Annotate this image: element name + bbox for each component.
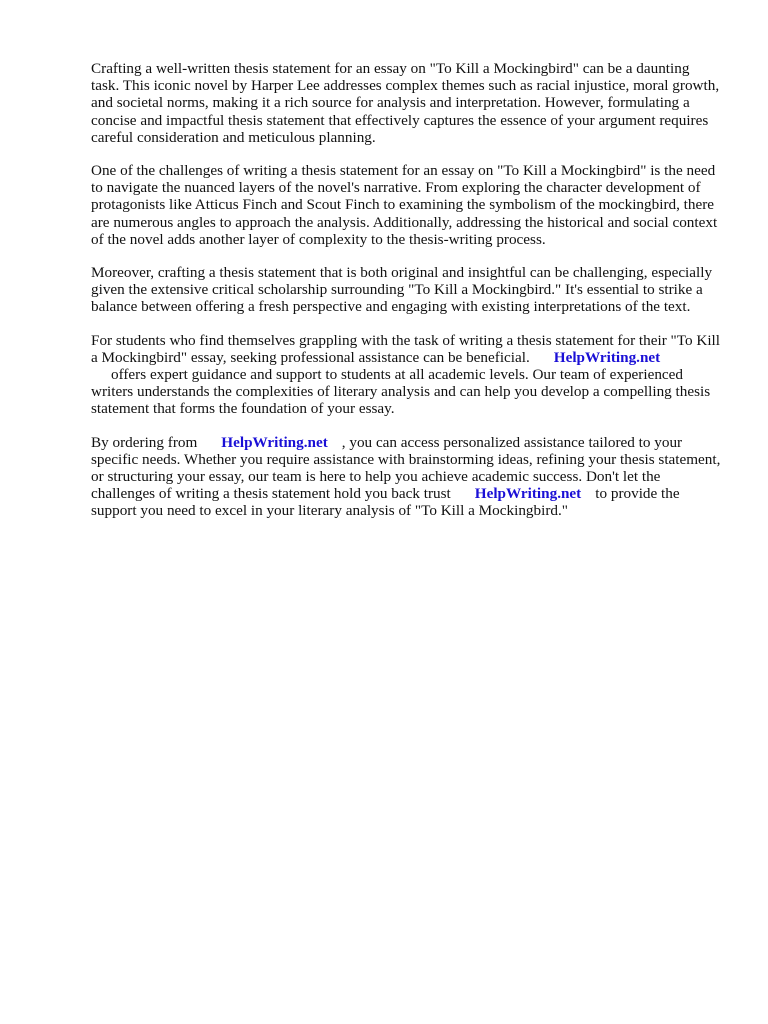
paragraph-assistance-text-2: offers expert guidance and support to students at all academic levels. Our team of experienced writers understands the complexities of literary analysis and can help you develop a compelling thesis statement that forms the foundation of your essay. [91, 366, 711, 418]
paragraph-intro: Crafting a well-written thesis statement for an essay on "To Kill a Mockingbird" can be a daunting task. This iconic novel by Harper Lee addresses complex themes such as racial injustice, moral growth, and societal norms, making it a rich source for analysis and interpretation. However, formulating a concise and impactful thesis statement that effectively captures the essence of your argument requires careful consideration and meticulous planning. [91, 60, 720, 146]
helpwriting-link-2[interactable]: HelpWriting.net [221, 433, 328, 451]
paragraph-assistance-text-1: For students who find themselves grappling with the task of writing a thesis statement for their "To Kill a Mockingbird" essay, seeking professional assistance can be beneficial. [91, 331, 720, 366]
document-body [91, 60, 721, 536]
paragraph-ordering-text-3: to provide the support you need to excel in your literary analysis of "To Kill a Mockingbird." [91, 485, 680, 520]
paragraph-ordering [91, 434, 721, 520]
paragraph-originality: Moreover, crafting a thesis statement that is both original and insightful can be challenging, especially given the extensive critical scholarship surrounding "To Kill a Mockingbird." It's essential to strike a balance between offering a fresh perspective and engaging with existing interpretations of the text. [91, 264, 713, 316]
paragraph-ordering-text-1: By ordering from [91, 433, 198, 451]
paragraph-ordering-text-2: , you can access personalized assistance tailored to your specific needs. Whether you require assistance with brainstorming ideas, refining your thesis statement, or structuring your essay, our team is here to help you achieve academic success. Don't let the challenges of writing a thesis statement hold you back trust [91, 433, 721, 503]
helpwriting-link-1[interactable]: HelpWriting.net [553, 348, 661, 366]
paragraph-assistance [91, 332, 721, 418]
paragraph-challenges: One of the challenges of writing a thesis statement for an essay on "To Kill a Mockingbird" is the need to navigate the nuanced layers of the novel's narrative. From exploring the character development of protagonists like Atticus Finch and Scout Finch to examining the symbolism of the mockingbird, there are numerous angles to approach the analysis. Additionally, addressing the historical and social context of the novel adds another layer of complexity to the thesis-writing process. [91, 162, 718, 248]
helpwriting-link-3[interactable]: HelpWriting.net [474, 485, 582, 503]
